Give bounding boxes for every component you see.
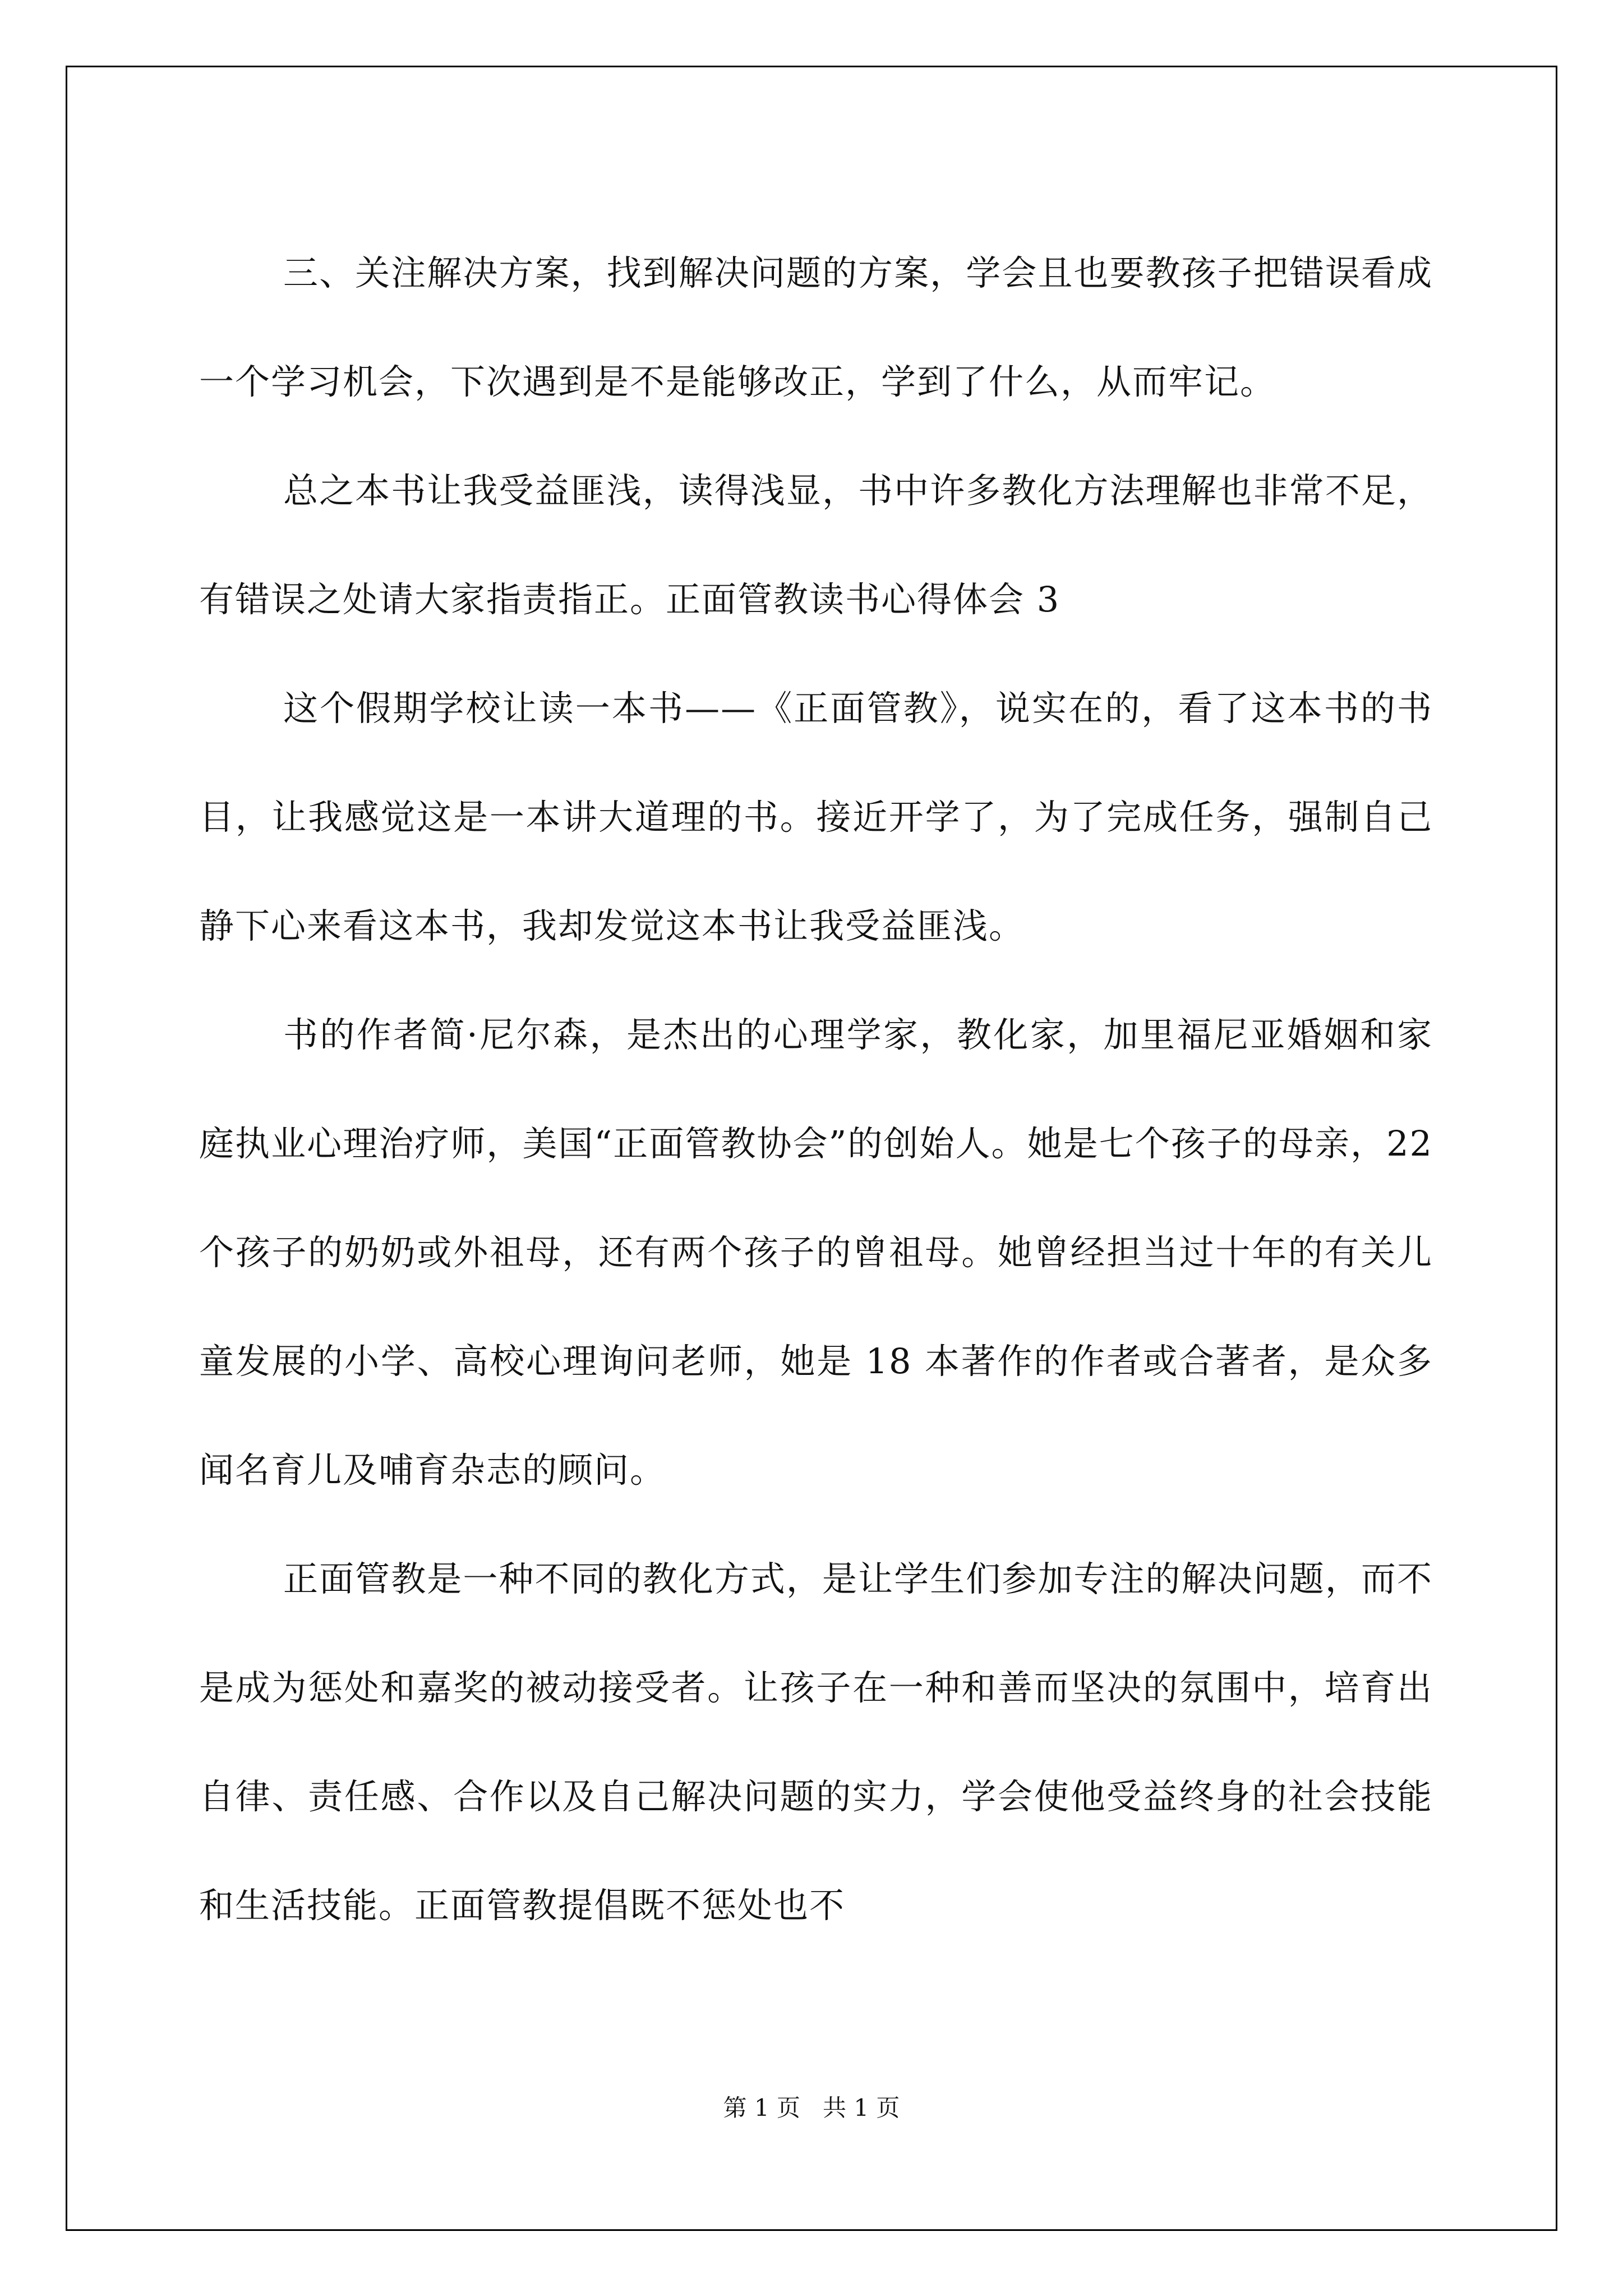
document-body — [199, 219, 1433, 1960]
paragraph-solutions: 三、关注解决方案，找到解决问题的方案，学会且也要教孩子把错误看成一个学习机会，下次遇到是不是能够改正，学到了什么，从而牢记。 — [199, 252, 1433, 402]
page-footer — [0, 2092, 1623, 2124]
paragraph-author: 书的作者简·尼尔森，是杰出的心理学家，教化家，加里福尼亚婚姻和家庭执业心理治疗师，美国“正面管教协会”的创始人。她是七个孩子的母亲，22 个孩子的奶奶或外祖母，还有两个孩子的曾祖母。她曾经担当过十年的有关儿童发展的小学、高校心理询问老师，她是 18 本著作的作者或合著者，是众多闻名育儿及哺育杂志的顾问。 — [199, 1014, 1433, 1490]
page-number-total: 共 1 页 — [823, 2094, 900, 2122]
page-number-current: 第 1 页 — [723, 2094, 800, 2122]
paragraph-holiday-reading: 这个假期学校让读一本书——《正面管教》，说实在的，看了这本书的书目，让我感觉这是一本讲大道理的书。接近开学了，为了完成任务，强制自己静下心来看这本书，我却发觉这本书让我受益匪浅。 — [199, 688, 1433, 946]
paragraph-summary: 总之本书让我受益匪浅，读得浅显，书中许多教化方法理解也非常不足，有错误之处请大家指责指正。正面管教读书心得体会 3 — [199, 470, 1433, 620]
paragraph-positive-discipline: 正面管教是一种不同的教化方式，是让学生们参加专注的解决问题，而不是成为惩处和嘉奖的被动接受者。让孩子在一种和善而坚决的氛围中，培育出自律、责任感、合作以及自己解决问题的实力，学会使他受益终身的社会技能和生活技能。正面管教提倡既不惩处也不 — [199, 1558, 1433, 1926]
